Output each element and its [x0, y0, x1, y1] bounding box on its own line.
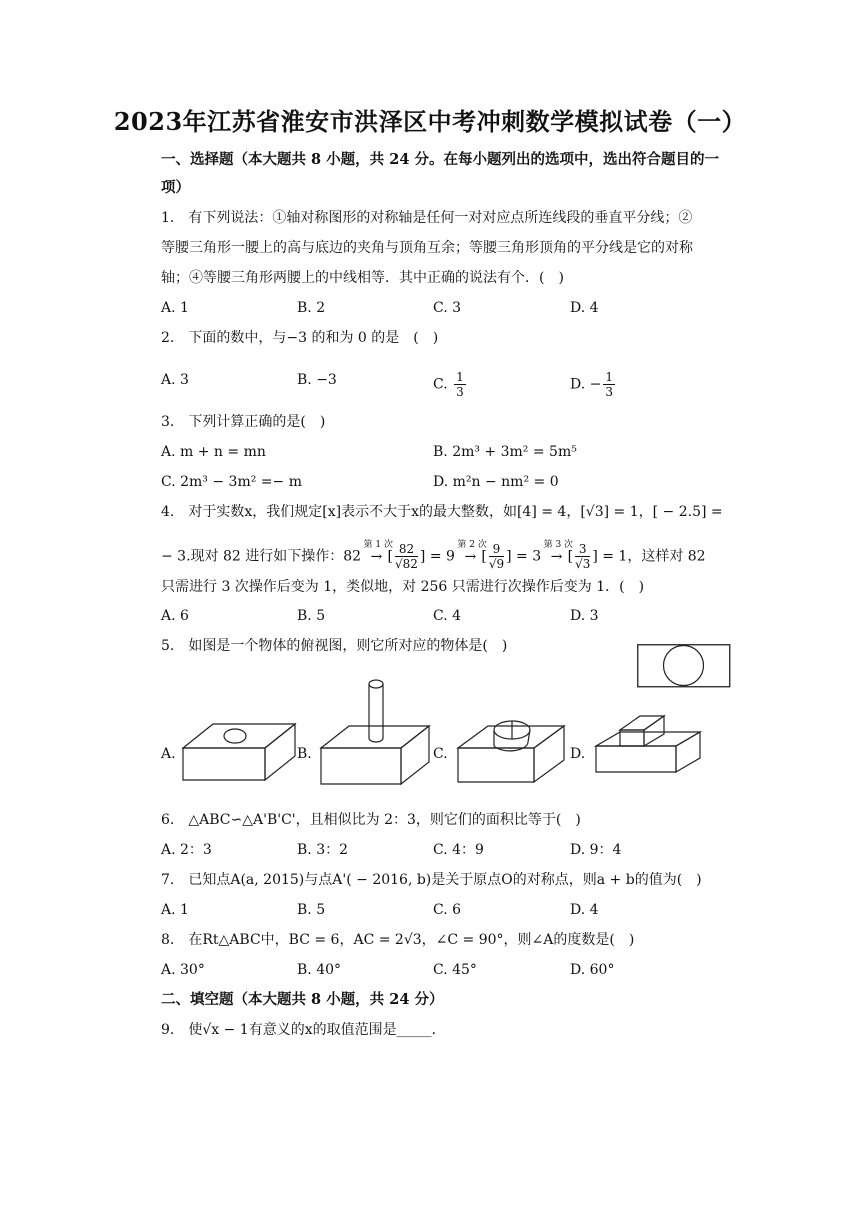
q4-step1-label: 第 1 次 [363, 539, 393, 550]
q5-option-a: A. [161, 746, 176, 762]
q5-option-c-figure [452, 712, 570, 786]
q2-option-c [433, 370, 468, 399]
q4-fraction-1: $\frac{82}{√82}$ [395, 542, 418, 571]
q7-option-a: A. 1 [161, 902, 189, 918]
q5-option-b-figure [315, 676, 433, 788]
q8-option-b: B. 40° [297, 962, 342, 978]
q4-option-b: B. 5 [297, 608, 326, 624]
q7-option-b: B. 5 [297, 902, 326, 918]
section1-heading: 一、选择题（本大题共 8 小题，共 24 分。在每小题列出的选项中，选出符合题目的一 [161, 151, 719, 168]
q6-stem: 6. △ABC∽△A'B'C'，且相似比为 2：3，则它们的面积比等于( ) [161, 812, 581, 828]
q4-line1: 4. 对于实数x，我们规定[x]表示不大于x的最大整数，如[4] = 4，[√3] = 1，[ − 2.5] = [161, 504, 723, 520]
q6-option-c: C. 4：9 [433, 842, 484, 858]
q4-fraction-2: $\frac{9}{√9}$ [488, 542, 505, 571]
q2-option-d: D. − $\frac{1}{3}$ [570, 370, 614, 399]
q4-option-c: C. 4 [433, 608, 462, 624]
q4-option-a: A. 6 [161, 608, 189, 624]
q1-line1: 1. 有下列说法：①轴对称图形的对称轴是任何一对对应点所连线段的垂直平分线；② [161, 210, 693, 226]
q5-stem: 5. 如图是一个物体的俯视图，则它所对应的物体是( ) [161, 638, 508, 654]
q6-option-a: A. 2：3 [161, 842, 212, 858]
q3-option-b: B. 2m³ + 3m² = 5m⁵ [433, 444, 577, 460]
q2-option-d-fraction: $\frac{1}{3}$ [605, 370, 614, 399]
q4-fraction-3: $\frac{3}{√3}$ [575, 542, 591, 571]
q6-option-b: B. 3：2 [297, 842, 349, 858]
q4-step2-label: 第 2 次 [457, 539, 487, 550]
q2-option-d-label: D. [570, 376, 586, 393]
q1-option-c: C. 3 [433, 300, 462, 316]
q5-option-d-figure [594, 712, 706, 796]
q1-option-b: B. 2 [297, 300, 326, 316]
q4-line3: 只需进行 3 次操作后变为 1，类似地，对 256 只需进行次操作后变为 1．( ) [161, 579, 645, 595]
q4-line2: − 3.现对 82 进行如下操作：82 → 第 1 次 [ $\frac{82}{√82}$ ] = 9 → 第 2 次 [ $\frac{9}{√9}$ ] = 3 → 第 3 次 [ $\frac{3}{√3}$ ] = 1，这样对 82 [161, 542, 706, 571]
q8-option-c: C. 45° [433, 962, 477, 978]
q5-option-a-figure [179, 716, 297, 786]
q5-option-b: B. [297, 746, 312, 762]
q7-stem: 7. 已知点A(a, 2015)与点A'( − 2016, b)是关于原点O的对称点，则a + b的值为( ) [161, 872, 702, 888]
q2-option-a: A. 3 [161, 372, 189, 388]
q2-stem: 2. 下面的数中，与−3 的和为 0 的是 ( ) [161, 330, 439, 346]
q3-option-c: C. 2m³ − 3m² =− m [161, 474, 302, 490]
q2-option-b: B. −3 [297, 372, 337, 388]
q9-stem: 9. 使√x − 1有意义的x的取值范围是_____． [161, 1022, 446, 1038]
q2-option-c-fraction: $\frac{1}{3}$ [456, 370, 464, 399]
q3-stem: 3. 下列计算正确的是( ) [161, 414, 326, 430]
q7-option-d: D. 4 [570, 902, 599, 918]
q6-option-d: D. 9：4 [570, 842, 622, 858]
section2-heading: 二、填空题（本大题共 8 小题，共 24 分） [161, 991, 444, 1008]
q1-line2: 等腰三角形一腰上的高与底边的夹角与顶角互余；等腰三角形顶角的平分线是它的对称 [161, 240, 693, 256]
q5-top-view-figure [637, 644, 731, 688]
q8-stem: 8. 在Rt△ABC中，BC = 6，AC = 2√3，∠C = 90°，则∠A的度数是( ) [161, 932, 635, 948]
q4-step3-label: 第 3 次 [543, 539, 574, 550]
q5-option-d: D. [570, 746, 586, 762]
q2-option-c-label: C. [433, 376, 448, 393]
q8-option-a: A. 30° [161, 962, 205, 978]
q7-option-c: C. 6 [433, 902, 462, 918]
q3-option-d: D. m²n − nm² = 0 [433, 474, 559, 490]
q1-option-a: A. 1 [161, 300, 189, 316]
q1-option-d: D. 4 [570, 300, 599, 316]
q3-option-a: A. m + n = mn [161, 444, 266, 460]
q8-option-d: D. 60° [570, 962, 615, 978]
section1-heading-cont: 项） [161, 179, 190, 196]
q1-line3: 轴；④等腰三角形两腰上的中线相等．其中正确的说法有个．( ) [161, 270, 564, 286]
q4-option-d: D. 3 [570, 608, 599, 624]
q5-option-c: C. [433, 746, 448, 762]
page-title: 2023年江苏省淮安市洪泽区中考冲刺数学模拟试卷（一） [113, 107, 747, 136]
